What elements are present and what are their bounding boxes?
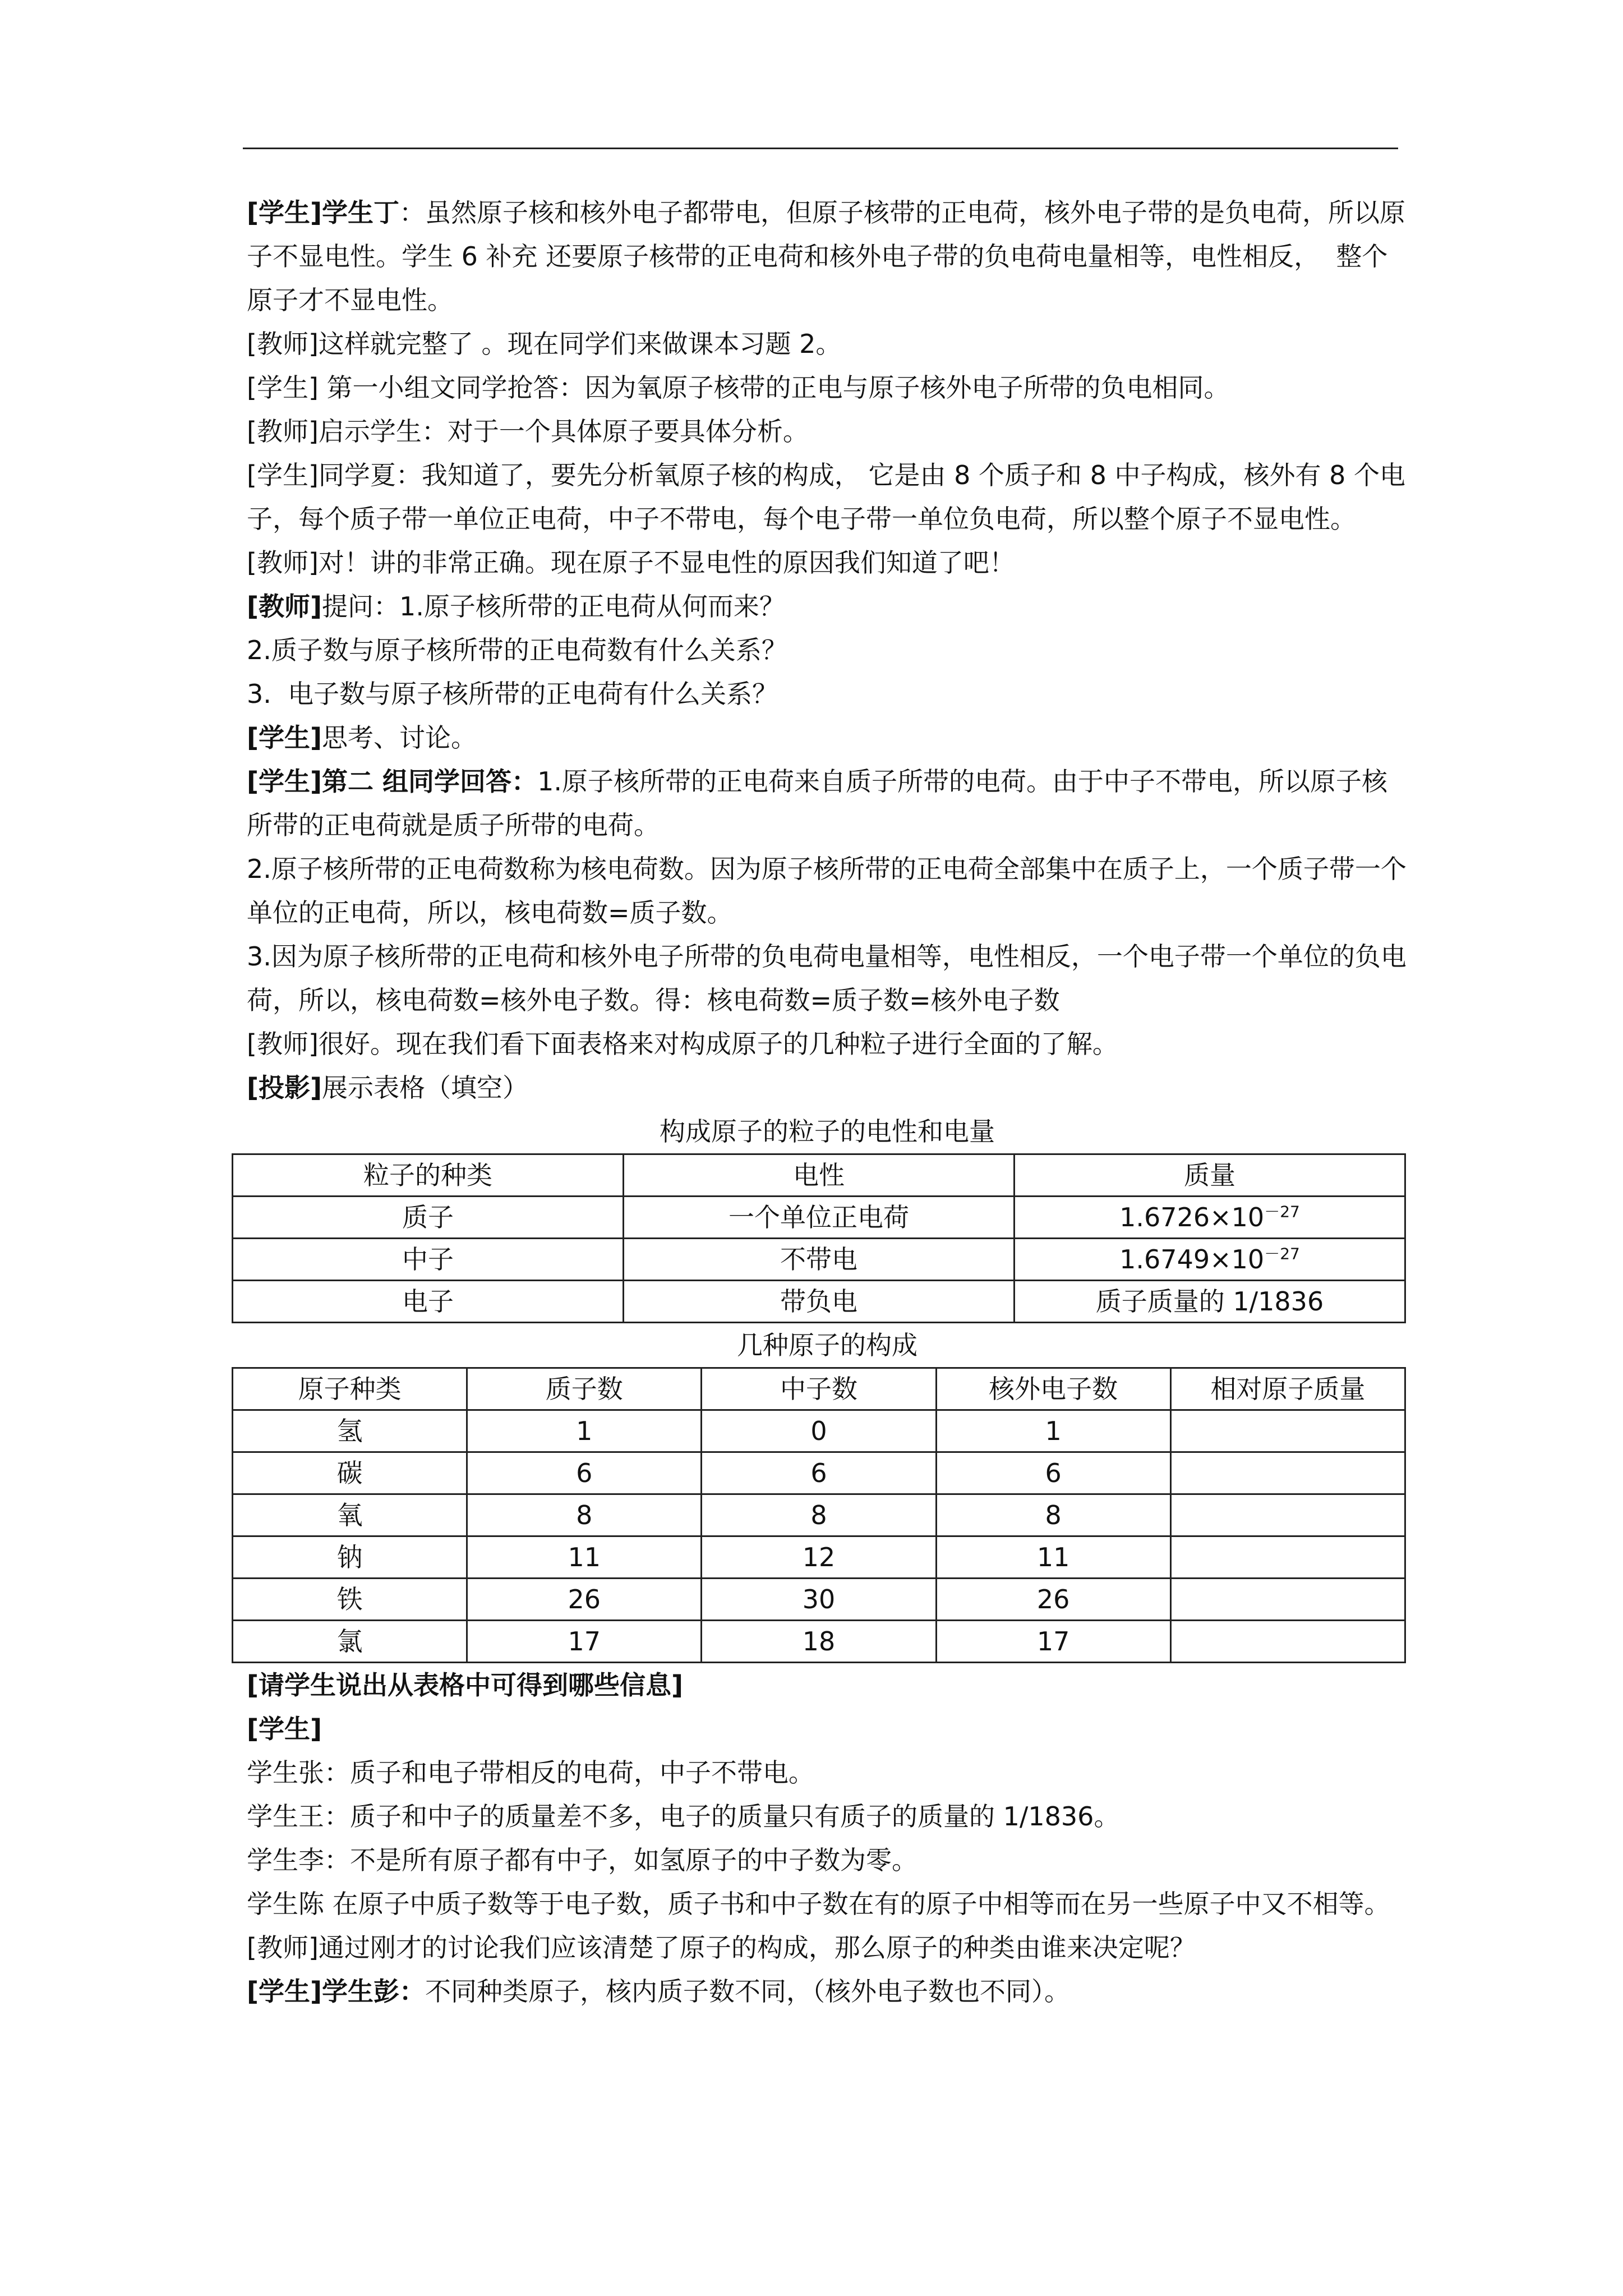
paragraph: 学生陈 在原子中质子数等于电子数，质子书和中子数在有的原子中相等而在另一些原子中又不相等。: [247, 1889, 1390, 1919]
table-row: [233, 1410, 1405, 1452]
particle-table: [232, 1153, 1406, 1323]
paragraph: [教师]提问：1.原子核所带的正电荷从何而来？: [247, 591, 785, 622]
paragraph: [学生]思考、讨论。: [247, 723, 477, 753]
table-header-cell: 电性: [624, 1154, 1015, 1197]
paragraph: [学生] 第一小组文同学抢答：因为氧原子核带的正电与原子核外电子所带的负电相同。: [247, 372, 1230, 403]
paragraph: [学生]学生丁：虽然原子核和核外电子都带电，但原子核带的正电荷，核外电子带的是负电荷，所以原子不显电性。学生 6 补充 还要原子核带的正电荷和核外电子带的负电荷电量相等，电性相反， 整个原子才不显电性。: [247, 197, 1406, 315]
table-cell: [1170, 1621, 1405, 1663]
table-header-cell: 质量: [1015, 1154, 1405, 1197]
table-row: [233, 1579, 1405, 1621]
table-cell: 质子: [233, 1197, 624, 1239]
table-cell: 钠: [233, 1536, 467, 1579]
table-cell: 26: [467, 1579, 702, 1621]
paragraph: 2.原子核所带的正电荷数称为核电荷数。因为原子核所带的正电荷全部集中在质子上，一个质子带一个单位的正电荷，所以，核电荷数=质子数。: [247, 854, 1407, 928]
table-cell: 氯: [233, 1621, 467, 1663]
paragraph: [学生]学生彭：不同种类原子，核内质子数不同，（核外电子数也不同）。: [247, 1976, 1071, 2007]
header-rule: [243, 148, 1398, 149]
paragraph: 学生李：不是所有原子都有中子，如氢原子的中子数为零。: [247, 1845, 917, 1875]
table-row: [233, 1494, 1405, 1536]
table-cell: 8: [936, 1494, 1170, 1536]
paragraph: [投影]展示表格（填空）: [247, 1073, 529, 1103]
table-cell: $1.6726\times 10^{-27}$: [1015, 1197, 1405, 1239]
table-cell: 电子: [233, 1281, 624, 1323]
paragraph: [教师]很好。现在我们看下面表格来对构成原子的几种粒子进行全面的了解。: [247, 1029, 1118, 1059]
table-cell: 铁: [233, 1579, 467, 1621]
table-cell: $1.6749\times 10^{-27}$: [1015, 1239, 1405, 1281]
table-cell: 18: [702, 1621, 936, 1663]
atom-composition-table: [232, 1367, 1406, 1663]
table-cell: [1170, 1536, 1405, 1579]
table-row: [233, 1536, 1405, 1579]
table-cell: [1170, 1452, 1405, 1494]
table-header-cell: 中子数: [702, 1368, 936, 1410]
table-row: [233, 1197, 1405, 1239]
table-header-cell: 相对原子质量: [1170, 1368, 1405, 1410]
paragraph: [教师]这样就完整了 。现在同学们来做课本习题 2。: [247, 329, 842, 359]
table-cell: 1: [467, 1410, 702, 1452]
table-caption: 构成原子的粒子的电性和电量: [660, 1116, 995, 1147]
table-cell: 6: [702, 1452, 936, 1494]
table-cell: [1170, 1494, 1405, 1536]
table-header-cell: 原子种类: [233, 1368, 467, 1410]
paragraph: [学生]: [247, 1714, 322, 1744]
table-row: [233, 1621, 1405, 1663]
table-row: [233, 1239, 1405, 1281]
paragraph: 学生王：质子和中子的质量差不多，电子的质量只有质子的质量的 1/1836。: [247, 1801, 1120, 1832]
table-cell: 12: [702, 1536, 936, 1579]
table-cell: 8: [467, 1494, 702, 1536]
table-cell: 30: [702, 1579, 936, 1621]
paragraph: [学生]第二 组同学回答：1.原子核所带的正电荷来自质子所带的电荷。由于中子不带电，所以原子核所带的正电荷就是质子所带的电荷。: [247, 766, 1387, 840]
paragraph: 3.因为原子核所带的正电荷和核外电子所带的负电荷电量相等，电性相反，一个电子带一个单位的负电荷，所以，核电荷数=核外电子数。得：核电荷数=质子数=核外电子数: [247, 941, 1407, 1015]
table-cell: 8: [702, 1494, 936, 1536]
table-cell: [1170, 1410, 1405, 1452]
paragraph: [学生]同学夏：我知道了，要先分析氧原子核的构成， 它是由 8 个质子和 8 中子构成，核外有 8 个电子，每个质子带一单位正电荷，中子不带电，每个电子带一单位负电荷，所以整个原子不显电性。: [247, 460, 1406, 534]
table-cell: 不带电: [624, 1239, 1015, 1281]
document-body: [247, 191, 1408, 2013]
table-cell: 11: [936, 1536, 1170, 1579]
table-cell: 0: [702, 1410, 936, 1452]
table-cell: 26: [936, 1579, 1170, 1621]
table-cell: 17: [936, 1621, 1170, 1663]
table-cell: 6: [467, 1452, 702, 1494]
table-cell: 碳: [233, 1452, 467, 1494]
paragraph: 3. 电子数与原子核所带的正电荷有什么关系？: [247, 679, 778, 709]
table-cell: 11: [467, 1536, 702, 1579]
paragraph: 学生张：质子和电子带相反的电荷，中子不带电。: [247, 1757, 814, 1788]
paragraph: [教师]启示学生：对于一个具体原子要具体分析。: [247, 416, 809, 447]
paragraph: 2.质子数与原子核所带的正电荷数有什么关系？: [247, 635, 787, 665]
table-caption: 几种原子的构成: [737, 1330, 917, 1360]
table-cell: 1: [936, 1410, 1170, 1452]
table-cell: 6: [936, 1452, 1170, 1494]
table-cell: 质子质量的 1/1836: [1015, 1281, 1405, 1323]
table-row: [233, 1281, 1405, 1323]
paragraph: [教师]对！讲的非常正确。现在原子不显电性的原因我们知道了吧！: [247, 547, 1015, 578]
table-header-cell: 核外电子数: [936, 1368, 1170, 1410]
table-header-cell: 质子数: [467, 1368, 702, 1410]
table-row: [233, 1452, 1405, 1494]
table-cell: 氧: [233, 1494, 467, 1536]
table-header-row: [233, 1368, 1405, 1410]
table-cell: 一个单位正电荷: [624, 1197, 1015, 1239]
table-cell: 氢: [233, 1410, 467, 1452]
table-header-row: [233, 1154, 1405, 1197]
table-cell: 带负电: [624, 1281, 1015, 1323]
paragraph: [教师]通过刚才的讨论我们应该清楚了原子的构成，那么原子的种类由谁来决定呢？: [247, 1932, 1196, 1963]
paragraph: [请学生说出从表格中可得到哪些信息]: [247, 1670, 684, 1700]
table-cell: 中子: [233, 1239, 624, 1281]
table-header-cell: 粒子的种类: [233, 1154, 624, 1197]
table-cell: 17: [467, 1621, 702, 1663]
table-cell: [1170, 1579, 1405, 1621]
